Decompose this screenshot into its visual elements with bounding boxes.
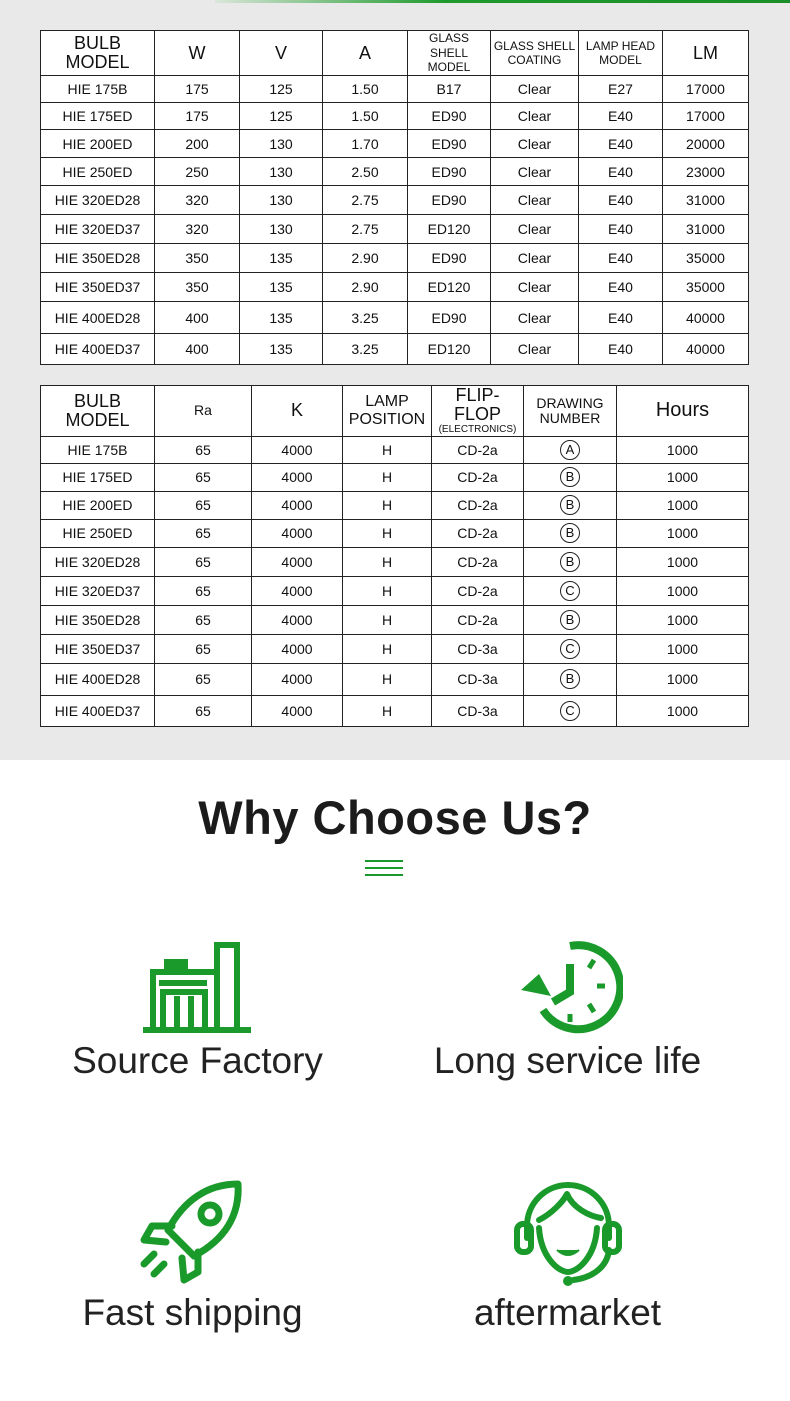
table-row bbox=[41, 130, 749, 158]
header-watts: W bbox=[155, 31, 240, 76]
table-cell: E27 bbox=[579, 76, 663, 103]
drawing-letter-badge: C bbox=[560, 639, 580, 659]
table-cell: E40 bbox=[579, 186, 663, 215]
table-cell: Clear bbox=[491, 244, 579, 273]
table-cell: 17000 bbox=[663, 103, 749, 130]
table-row bbox=[41, 334, 749, 365]
table-cell: 4000 bbox=[252, 436, 343, 463]
table-cell: 350 bbox=[155, 244, 240, 273]
drawing-letter-badge: C bbox=[560, 581, 580, 601]
table-cell: H bbox=[343, 463, 432, 491]
spec-table-electrical bbox=[40, 30, 749, 365]
factory-icon bbox=[143, 940, 253, 1036]
header-line: FLIP-FLOP bbox=[453, 385, 501, 424]
header-drawing-number bbox=[524, 386, 617, 437]
table-cell: 65 bbox=[155, 463, 252, 491]
table-cell: 320 bbox=[155, 186, 240, 215]
table-cell: HIE 175B bbox=[41, 436, 155, 463]
feature-label: Fast shipping bbox=[82, 1292, 303, 1333]
table-cell bbox=[524, 547, 617, 576]
table-cell: H bbox=[343, 576, 432, 605]
table-row bbox=[41, 695, 749, 726]
table-row bbox=[41, 76, 749, 103]
table-header-row bbox=[41, 31, 749, 76]
table-cell: HIE 320ED28 bbox=[41, 186, 155, 215]
table-cell: ED90 bbox=[408, 302, 491, 334]
table-cell: 350 bbox=[155, 273, 240, 302]
table-cell: HIE 250ED bbox=[41, 158, 155, 186]
table-cell: 1000 bbox=[617, 605, 749, 634]
table-cell: ED120 bbox=[408, 273, 491, 302]
header-line: POSITION bbox=[348, 410, 426, 428]
table-cell: 4000 bbox=[252, 695, 343, 726]
table-cell: 135 bbox=[240, 273, 323, 302]
spec-table-optical bbox=[40, 385, 749, 727]
table-cell: E40 bbox=[579, 215, 663, 244]
table-row bbox=[41, 273, 749, 302]
table-row bbox=[41, 491, 749, 519]
table-row bbox=[41, 634, 749, 663]
table-cell: 175 bbox=[155, 103, 240, 130]
feature-label: aftermarket bbox=[473, 1292, 662, 1333]
table-cell: 4000 bbox=[252, 634, 343, 663]
table-cell: 1000 bbox=[617, 519, 749, 547]
table-cell: 4000 bbox=[252, 519, 343, 547]
table-cell: 2.50 bbox=[323, 158, 408, 186]
table-cell: H bbox=[343, 436, 432, 463]
table-cell: 130 bbox=[240, 130, 323, 158]
table-cell: 1.50 bbox=[323, 76, 408, 103]
table-cell bbox=[524, 491, 617, 519]
header-line: MODEL bbox=[599, 53, 642, 67]
header-flip-flop bbox=[432, 386, 524, 437]
table-cell: H bbox=[343, 605, 432, 634]
feature-label: Long service life bbox=[433, 1040, 702, 1081]
table-cell: HIE 175B bbox=[41, 76, 155, 103]
header-amps: A bbox=[323, 31, 408, 76]
drawing-letter-badge: B bbox=[560, 495, 580, 515]
table-row bbox=[41, 663, 749, 695]
table-cell: E40 bbox=[579, 244, 663, 273]
table-cell: H bbox=[343, 519, 432, 547]
table-cell: 135 bbox=[240, 334, 323, 365]
drawing-letter-badge: B bbox=[560, 610, 580, 630]
table-cell: CD-3a bbox=[432, 663, 524, 695]
table-cell: 200 bbox=[155, 130, 240, 158]
table-cell: Clear bbox=[491, 302, 579, 334]
table-cell: HIE 400ED28 bbox=[41, 302, 155, 334]
table-cell: 3.25 bbox=[323, 302, 408, 334]
header-line: GLASS bbox=[428, 31, 470, 46]
table-cell: 1000 bbox=[617, 491, 749, 519]
table-cell: 1000 bbox=[617, 547, 749, 576]
table-cell: HIE 250ED bbox=[41, 519, 155, 547]
clock-icon bbox=[513, 940, 623, 1036]
table-cell: B17 bbox=[408, 76, 491, 103]
header-ra: Ra bbox=[155, 386, 252, 437]
header-lamp-position bbox=[343, 386, 432, 437]
header-line: NUMBER bbox=[539, 409, 601, 426]
table-row bbox=[41, 605, 749, 634]
table-cell: Clear bbox=[491, 76, 579, 103]
rocket-icon bbox=[138, 1180, 248, 1288]
table-cell: H bbox=[343, 634, 432, 663]
table-cell: 1000 bbox=[617, 463, 749, 491]
table-cell bbox=[524, 634, 617, 663]
table-row bbox=[41, 103, 749, 130]
header-line: DRAWING bbox=[536, 394, 604, 411]
table-cell: 135 bbox=[240, 244, 323, 273]
table-cell bbox=[524, 605, 617, 634]
drawing-letter-badge: B bbox=[560, 669, 580, 689]
drawing-letter-badge: C bbox=[560, 701, 580, 721]
table-cell: 20000 bbox=[663, 130, 749, 158]
table-cell: HIE 175ED bbox=[41, 103, 155, 130]
header-line: (ELECTRONICS) bbox=[438, 423, 517, 435]
table-cell: E40 bbox=[579, 130, 663, 158]
table-cell: 1000 bbox=[617, 576, 749, 605]
table-cell: Clear bbox=[491, 215, 579, 244]
table-row bbox=[41, 158, 749, 186]
table-cell: E40 bbox=[579, 158, 663, 186]
table-cell: HIE 350ED28 bbox=[41, 244, 155, 273]
header-bulb-model: BULB MODEL bbox=[41, 386, 155, 437]
header-line: COATING bbox=[507, 53, 562, 67]
top-accent-line bbox=[215, 0, 790, 3]
table-cell: 31000 bbox=[663, 215, 749, 244]
table-cell: 130 bbox=[240, 158, 323, 186]
table-row bbox=[41, 215, 749, 244]
table-cell bbox=[524, 519, 617, 547]
feature-fast-shipping bbox=[0, 1180, 390, 1334]
table-cell bbox=[524, 463, 617, 491]
header-line: GLASS SHELL bbox=[493, 38, 576, 53]
table-cell: 1.70 bbox=[323, 130, 408, 158]
table-cell: Clear bbox=[491, 334, 579, 365]
header-lumens: LM bbox=[663, 31, 749, 76]
table-cell: CD-2a bbox=[432, 547, 524, 576]
header-line: SHELL MODEL bbox=[427, 45, 471, 75]
table-row bbox=[41, 519, 749, 547]
table-header-row bbox=[41, 386, 749, 437]
table-cell: 65 bbox=[155, 547, 252, 576]
table-cell: 1000 bbox=[617, 695, 749, 726]
table-cell bbox=[524, 576, 617, 605]
table-row bbox=[41, 244, 749, 273]
table-cell: 1000 bbox=[617, 634, 749, 663]
header-volts: V bbox=[240, 31, 323, 76]
table-cell: Clear bbox=[491, 186, 579, 215]
table-cell: 400 bbox=[155, 302, 240, 334]
table-cell: 4000 bbox=[252, 663, 343, 695]
header-bulb-model: BULB MODEL bbox=[41, 31, 155, 76]
table-cell: 3.25 bbox=[323, 334, 408, 365]
table-cell: 2.90 bbox=[323, 244, 408, 273]
table-cell: E40 bbox=[579, 273, 663, 302]
table-cell: 2.75 bbox=[323, 215, 408, 244]
table-cell: 4000 bbox=[252, 547, 343, 576]
table-cell: E40 bbox=[579, 103, 663, 130]
table-cell: 400 bbox=[155, 334, 240, 365]
drawing-letter-badge: A bbox=[560, 440, 580, 460]
title-underline-icon bbox=[365, 860, 403, 878]
table-cell: 31000 bbox=[663, 186, 749, 215]
table-cell: 35000 bbox=[663, 273, 749, 302]
header-hours: Hours bbox=[617, 386, 749, 437]
table-cell: Clear bbox=[491, 273, 579, 302]
table-cell: CD-2a bbox=[432, 576, 524, 605]
feature-long-service-life bbox=[370, 940, 765, 1082]
feature-source-factory bbox=[0, 940, 395, 1082]
header-line: LAMP HEAD bbox=[585, 38, 656, 53]
why-choose-us-title: Why Choose Us? bbox=[198, 791, 592, 844]
table-cell: ED90 bbox=[408, 158, 491, 186]
table-cell: CD-2a bbox=[432, 605, 524, 634]
table-cell: HIE 200ED bbox=[41, 491, 155, 519]
table-cell: ED120 bbox=[408, 215, 491, 244]
table-row bbox=[41, 463, 749, 491]
table-cell: 2.75 bbox=[323, 186, 408, 215]
table-cell: 65 bbox=[155, 519, 252, 547]
feature-aftermarket bbox=[370, 1180, 765, 1334]
table-row bbox=[41, 302, 749, 334]
table-cell: CD-2a bbox=[432, 491, 524, 519]
table-cell bbox=[524, 695, 617, 726]
table-cell: 65 bbox=[155, 663, 252, 695]
feature-label: Source Factory bbox=[72, 1040, 323, 1081]
table-cell: 125 bbox=[240, 103, 323, 130]
table-cell: 125 bbox=[240, 76, 323, 103]
table-cell: ED90 bbox=[408, 244, 491, 273]
table-cell: 250 bbox=[155, 158, 240, 186]
table-cell: H bbox=[343, 547, 432, 576]
table-cell: HIE 350ED37 bbox=[41, 273, 155, 302]
table-cell: HIE 200ED bbox=[41, 130, 155, 158]
table-cell: HIE 400ED37 bbox=[41, 334, 155, 365]
table-cell: 17000 bbox=[663, 76, 749, 103]
table-cell: 40000 bbox=[663, 334, 749, 365]
table-cell: 135 bbox=[240, 302, 323, 334]
header-lamp-head-model bbox=[579, 31, 663, 76]
table-cell bbox=[524, 663, 617, 695]
table-row bbox=[41, 186, 749, 215]
table-cell: 65 bbox=[155, 436, 252, 463]
table-body bbox=[41, 76, 749, 365]
table-cell: 320 bbox=[155, 215, 240, 244]
table-cell: CD-3a bbox=[432, 634, 524, 663]
table-row bbox=[41, 547, 749, 576]
table-cell: H bbox=[343, 695, 432, 726]
table-row bbox=[41, 576, 749, 605]
table-cell bbox=[524, 436, 617, 463]
table-cell: HIE 400ED28 bbox=[41, 663, 155, 695]
table-body bbox=[41, 436, 749, 726]
table-cell: 23000 bbox=[663, 158, 749, 186]
table-cell: Clear bbox=[491, 158, 579, 186]
headset-icon bbox=[511, 1180, 625, 1288]
table-cell: ED90 bbox=[408, 186, 491, 215]
table-cell: 1.50 bbox=[323, 103, 408, 130]
header-kelvin: K bbox=[252, 386, 343, 437]
table-cell: 4000 bbox=[252, 491, 343, 519]
table-cell: ED120 bbox=[408, 334, 491, 365]
table-cell: 35000 bbox=[663, 244, 749, 273]
table-cell: 1000 bbox=[617, 436, 749, 463]
header-line: LAMP bbox=[365, 393, 409, 411]
table-cell: 130 bbox=[240, 186, 323, 215]
table-cell: 65 bbox=[155, 605, 252, 634]
table-cell: HIE 400ED37 bbox=[41, 695, 155, 726]
table-cell: Clear bbox=[491, 130, 579, 158]
drawing-letter-badge: B bbox=[560, 523, 580, 543]
table-cell: 65 bbox=[155, 695, 252, 726]
table-cell: 2.90 bbox=[323, 273, 408, 302]
table-cell: ED90 bbox=[408, 130, 491, 158]
header-glass-shell-coating bbox=[491, 31, 579, 76]
table-cell: 130 bbox=[240, 215, 323, 244]
table-cell: 1000 bbox=[617, 663, 749, 695]
drawing-letter-badge: B bbox=[560, 552, 580, 572]
table-cell: Clear bbox=[491, 103, 579, 130]
table-cell: H bbox=[343, 663, 432, 695]
table-cell: 4000 bbox=[252, 576, 343, 605]
header-glass-shell-model bbox=[408, 31, 491, 76]
table-cell: HIE 320ED37 bbox=[41, 576, 155, 605]
table-cell: HIE 350ED37 bbox=[41, 634, 155, 663]
table-cell: CD-2a bbox=[432, 436, 524, 463]
table-cell: CD-3a bbox=[432, 695, 524, 726]
table-cell: E40 bbox=[579, 302, 663, 334]
table-cell: CD-2a bbox=[432, 463, 524, 491]
table-cell: HIE 320ED37 bbox=[41, 215, 155, 244]
table-cell: H bbox=[343, 491, 432, 519]
table-row bbox=[41, 436, 749, 463]
table-cell: ED90 bbox=[408, 103, 491, 130]
table-cell: 65 bbox=[155, 491, 252, 519]
table-cell: HIE 175ED bbox=[41, 463, 155, 491]
table-cell: 175 bbox=[155, 76, 240, 103]
table-cell: HIE 350ED28 bbox=[41, 605, 155, 634]
table-cell: 65 bbox=[155, 576, 252, 605]
table-cell: 40000 bbox=[663, 302, 749, 334]
table-cell: 4000 bbox=[252, 605, 343, 634]
table-cell: HIE 320ED28 bbox=[41, 547, 155, 576]
table-cell: CD-2a bbox=[432, 519, 524, 547]
table-cell: 4000 bbox=[252, 463, 343, 491]
table-cell: E40 bbox=[579, 334, 663, 365]
table-cell: 65 bbox=[155, 634, 252, 663]
drawing-letter-badge: B bbox=[560, 467, 580, 487]
